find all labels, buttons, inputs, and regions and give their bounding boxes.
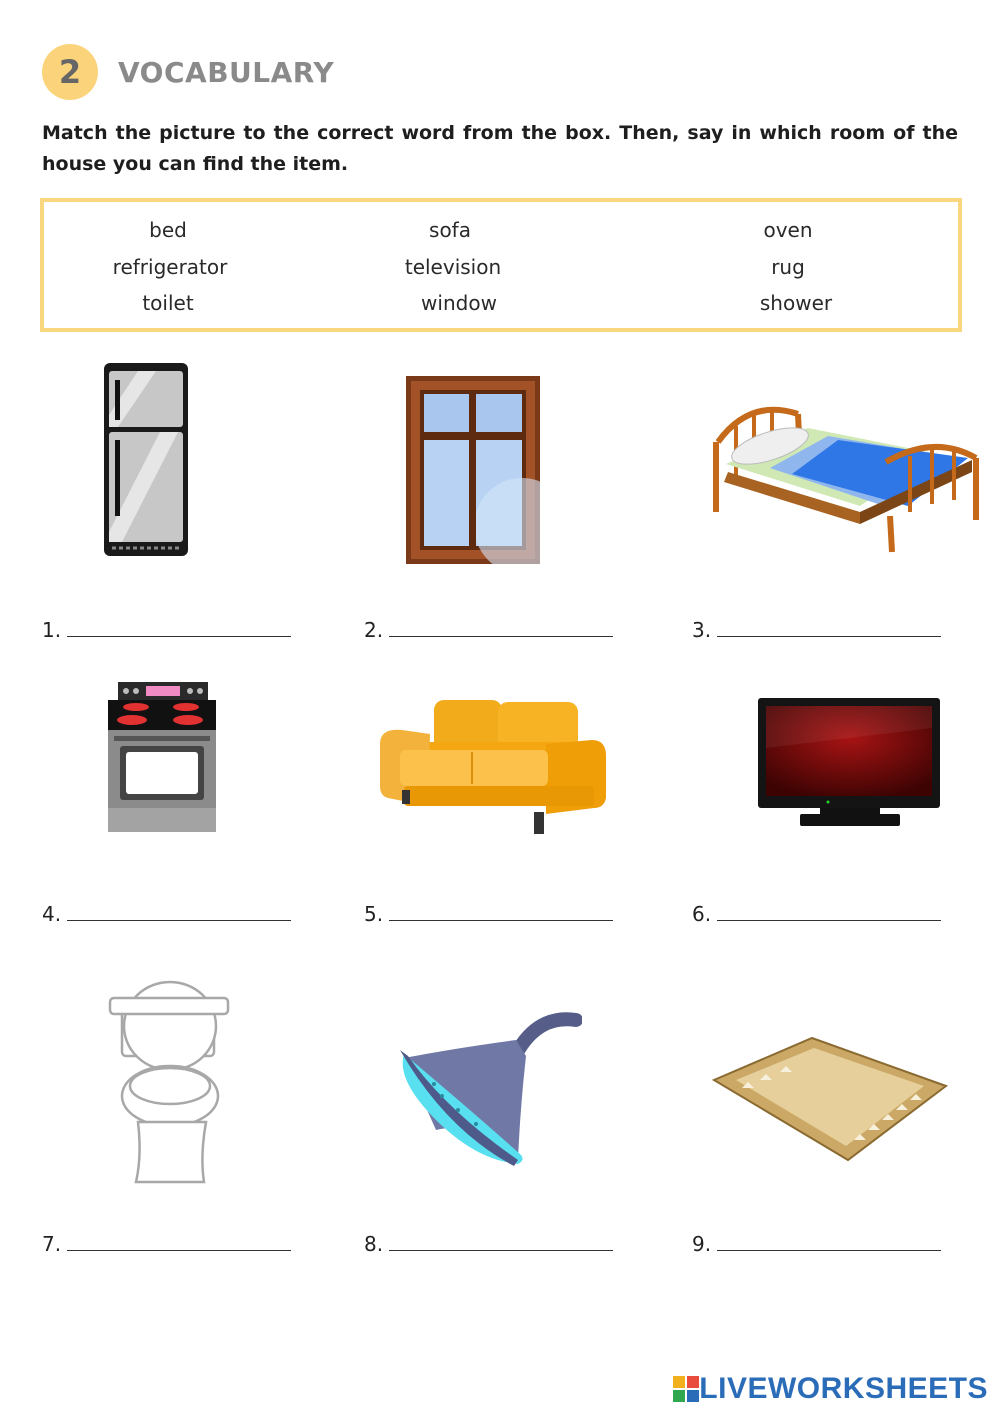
shower-icon (396, 1010, 582, 1170)
item-number: 6. (692, 902, 712, 926)
item-number: 1. (42, 618, 62, 642)
window-icon (406, 376, 540, 564)
answer-blank[interactable] (389, 1234, 613, 1251)
section-header (42, 44, 334, 100)
section-number-badge: 2 (42, 44, 98, 100)
answer-line-1[interactable] (42, 618, 291, 642)
word-rug: rug (771, 255, 805, 279)
word-sofa: sofa (429, 218, 471, 242)
word-toilet: toilet (142, 291, 194, 315)
answer-line-5[interactable] (364, 902, 613, 926)
word-box (40, 198, 962, 332)
answer-blank[interactable] (389, 904, 613, 921)
answer-blank[interactable] (717, 620, 941, 637)
television-icon (758, 698, 942, 828)
section-title: VOCABULARY (118, 55, 335, 89)
item-number: 4. (42, 902, 62, 926)
item-number: 3. (692, 618, 712, 642)
word-shower: shower (759, 291, 833, 315)
item-number: 5. (364, 902, 384, 926)
answer-blank[interactable] (67, 1234, 291, 1251)
answer-blank[interactable] (67, 904, 291, 921)
logo-blocks-icon (673, 1376, 699, 1402)
answer-line-6[interactable] (692, 902, 941, 926)
item-number: 9. (692, 1232, 712, 1256)
answer-blank[interactable] (717, 1234, 941, 1251)
answer-blank[interactable] (717, 904, 941, 921)
item-number: 2. (364, 618, 384, 642)
answer-blank[interactable] (67, 620, 291, 637)
answer-blank[interactable] (389, 620, 613, 637)
oven-icon (108, 682, 216, 832)
answer-line-9[interactable] (692, 1232, 941, 1256)
toilet-icon (108, 980, 232, 1190)
liveworksheets-logo (673, 1372, 988, 1406)
word-refrigerator: refrigerator (112, 255, 228, 279)
answer-line-7[interactable] (42, 1232, 291, 1256)
word-window: window (421, 291, 497, 315)
answer-line-3[interactable] (692, 618, 941, 642)
word-bed: bed (149, 218, 187, 242)
answer-line-2[interactable] (364, 618, 613, 642)
sofa-icon (376, 698, 608, 838)
rug-icon (710, 1036, 950, 1164)
instructions-text: Match the picture to the correct word from the box. Then, say in which room of the house you can find the item. (42, 122, 958, 175)
word-oven: oven (763, 218, 813, 242)
item-number: 8. (364, 1232, 384, 1256)
word-television: television (404, 255, 502, 279)
bed-icon (710, 402, 980, 554)
answer-line-8[interactable] (364, 1232, 613, 1256)
logo-text: LIVEWORKSHEETS (699, 1372, 988, 1405)
refrigerator-icon (98, 360, 194, 560)
answer-line-4[interactable] (42, 902, 291, 926)
item-number: 7. (42, 1232, 62, 1256)
